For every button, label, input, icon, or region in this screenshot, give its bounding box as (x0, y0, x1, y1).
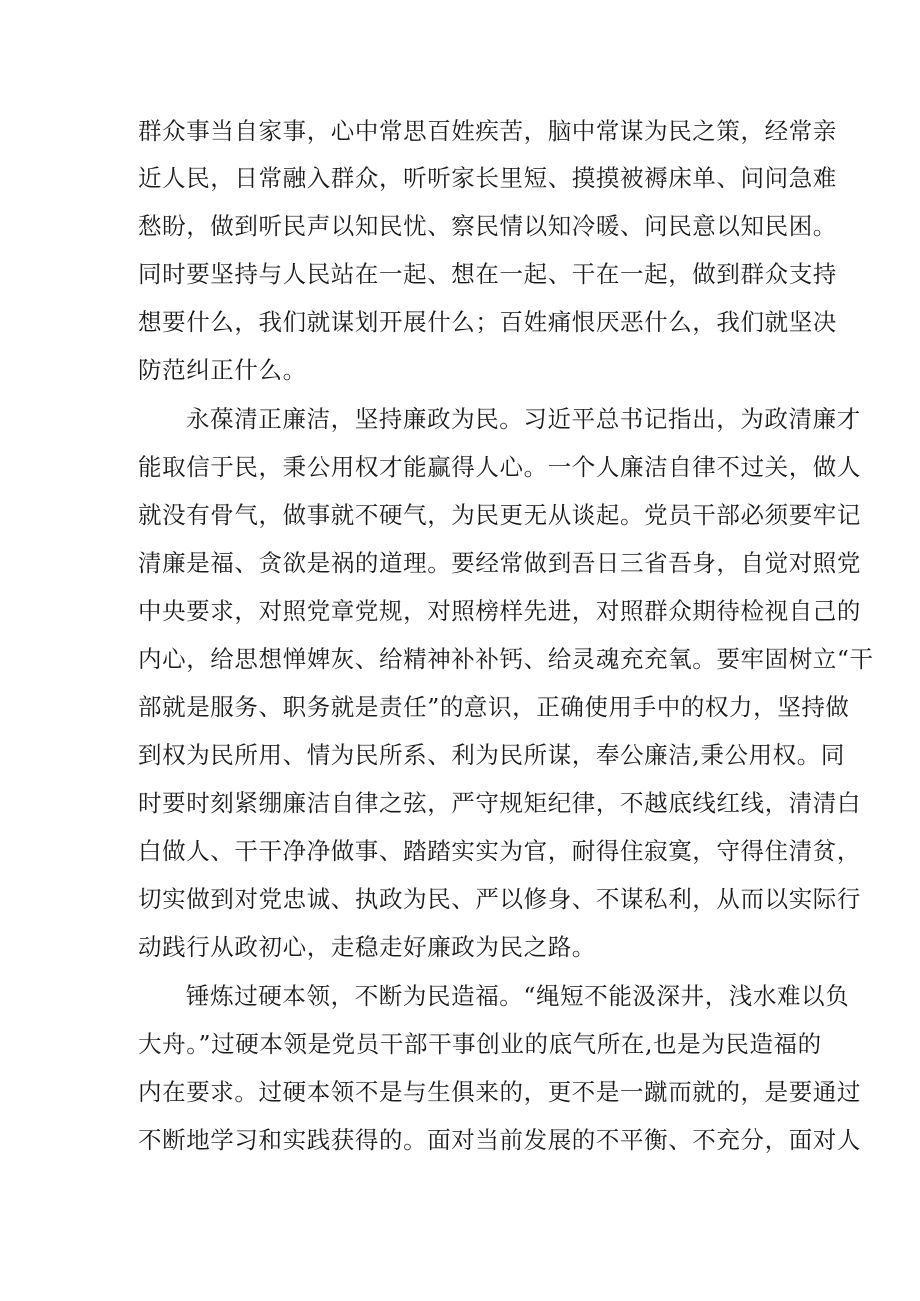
text-line: 愁盼，做到听民声以知民忧、察民情以知冷暖、问民意以知民困。 (138, 212, 837, 240)
text-line: 切实做到对党忠诚、执政为民、严以修身、不谋私利，从而以实际行 (138, 885, 861, 913)
text-line: 时要时刻紧绷廉洁自律之弦，严守规矩纪律，不越底线红线，清清白 (138, 789, 861, 817)
text-line: 能取信于民，秉公用权才能赢得人心。一个人廉洁自律不过关，做人 (138, 453, 861, 481)
text-line: 近人民，日常融入群众，听听家长里短、摸摸被褥床单、问问急难 (138, 164, 837, 192)
text-line: 就没有骨气，做事就不硬气，为民更无从谈起。党员干部必须要牢记 (138, 501, 861, 529)
text-line: 大舟。”过硬本领是党员干部干事创业的底气所在,也是为民造福的 (138, 1030, 822, 1058)
paragraph-first-line: 锤炼过硬本领，不断为民造福。“绳短不能汲深井，浅水难以负 (186, 982, 850, 1010)
text-line: 内心，给思想惮婢灰、给精神补补钙、给灵魂充充氧。要牢固树立“干 (138, 645, 874, 673)
text-line: 到权为民所用、情为民所系、利为民所谋，奉公廉洁,秉公用权。同 (138, 741, 845, 769)
text-line: 动践行从政初心，走稳走好廉政为民之路。 (138, 933, 596, 961)
text-line: 同时要坚持与人民站在一起、想在一起、干在一起，做到群众支持 (138, 260, 837, 288)
text-line: 内在要求。过硬本领不是与生俱来的，更不是一蹴而就的，是要通过 (138, 1078, 861, 1106)
text-line: 中央要求，对照党章党规，对照榜样先进，对照群众期待检视自己的 (138, 597, 861, 625)
text-line: 不断地学习和实践获得的。面对当前发展的不平衡、不充分，面对人 (138, 1126, 861, 1154)
text-line: 白做人、干干净净做事、踏踏实实为官，耐得住寂寞，守得住清贫， (138, 837, 861, 865)
text-line: 群众事当自家事，心中常思百姓疾苦，脑中常谋为民之策，经常亲 (138, 117, 837, 145)
text-line: 清廉是福、贪欲是祸的道理。要经常做到吾日三省吾身，自觉对照党 (138, 549, 861, 577)
text-line: 部就是服务、职务就是责任”的意识，正确使用手中的权力，坚持做 (138, 693, 850, 721)
text-line: 想要什么，我们就谋划开展什么；百姓痛恨厌恶什么，我们就坚决 (138, 308, 837, 336)
text-line: 防范纠正什么。 (138, 356, 307, 384)
paragraph-first-line: 永葆清正廉洁，坚持廉政为民。习近平总书记指出，为政清廉才 (186, 405, 861, 433)
